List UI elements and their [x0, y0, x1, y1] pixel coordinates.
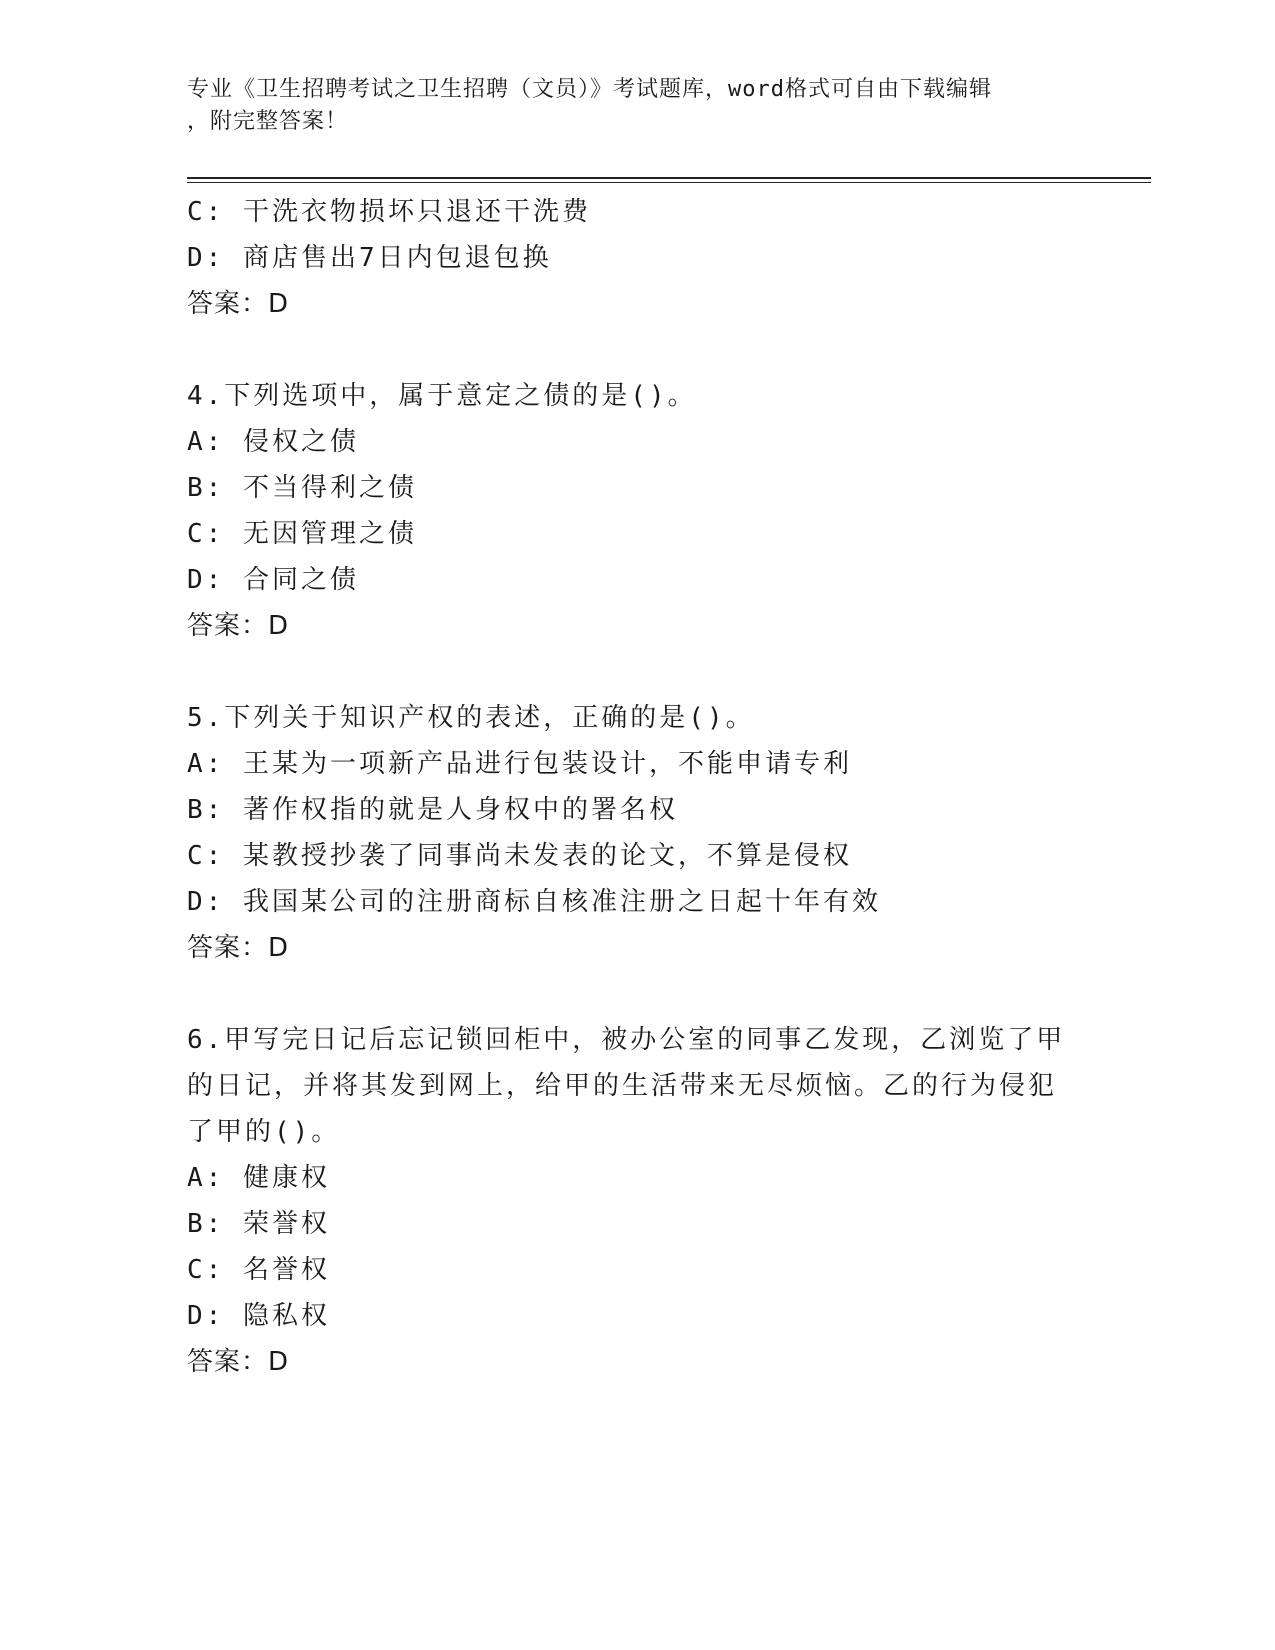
question-stem: 4.下列选项中，属于意定之债的是()。 — [187, 381, 697, 411]
question-5 — [187, 695, 1087, 971]
spacer — [187, 649, 1087, 695]
option-d: D: 商店售出7日内包退包换 — [187, 243, 552, 273]
question-stem-line-2: 的日记，并将其发到网上，给甲的生活带来无尽烦恼。乙的行为侵犯 — [187, 1071, 1058, 1101]
header-divider-thick — [187, 177, 1151, 179]
option-b: B: 著作权指的就是人身权中的署名权 — [187, 795, 678, 825]
answer: 答案：D — [187, 611, 290, 641]
question-list — [187, 189, 1087, 1385]
spacer — [187, 971, 1087, 1017]
option-a: A: 王某为一项新产品进行包装设计，不能申请专利 — [187, 749, 852, 779]
question-stem-line-1: 6.甲写完日记后忘记锁回柜中，被办公室的同事乙发现，乙浏览了甲 — [187, 1025, 1066, 1055]
header-line-1: 专业《卫生招聘考试之卫生招聘（文员）》考试题库，word格式可自由下载编辑 — [187, 77, 992, 102]
option-b: B: 不当得利之债 — [187, 473, 417, 503]
option-c: C: 干洗衣物损坏只退还干洗费 — [187, 197, 591, 227]
question-4 — [187, 373, 1087, 649]
header-line-2: ，附完整答案！ — [187, 109, 349, 134]
answer: 答案：D — [187, 289, 290, 319]
question-6 — [187, 1017, 1087, 1385]
option-d: D: 我国某公司的注册商标自核准注册之日起十年有效 — [187, 887, 881, 917]
option-c: C: 名誉权 — [187, 1255, 330, 1285]
answer: 答案：D — [187, 1347, 290, 1377]
option-d: D: 隐私权 — [187, 1301, 330, 1331]
question-stem: 5.下列关于知识产权的表述，正确的是()。 — [187, 703, 755, 733]
document-header — [187, 74, 1087, 138]
option-a: A: 侵权之债 — [187, 427, 359, 457]
spacer — [187, 327, 1087, 373]
option-d: D: 合同之债 — [187, 565, 359, 595]
question-stem-line-3: 了甲的()。 — [187, 1117, 341, 1147]
answer: 答案：D — [187, 933, 290, 963]
option-a: A: 健康权 — [187, 1163, 330, 1193]
option-c: C: 某教授抄袭了同事尚未发表的论文，不算是侵权 — [187, 841, 852, 871]
option-c: C: 无因管理之债 — [187, 519, 417, 549]
option-b: B: 荣誉权 — [187, 1209, 330, 1239]
header-divider-thin — [187, 182, 1151, 183]
question-3-continued — [187, 189, 1087, 327]
